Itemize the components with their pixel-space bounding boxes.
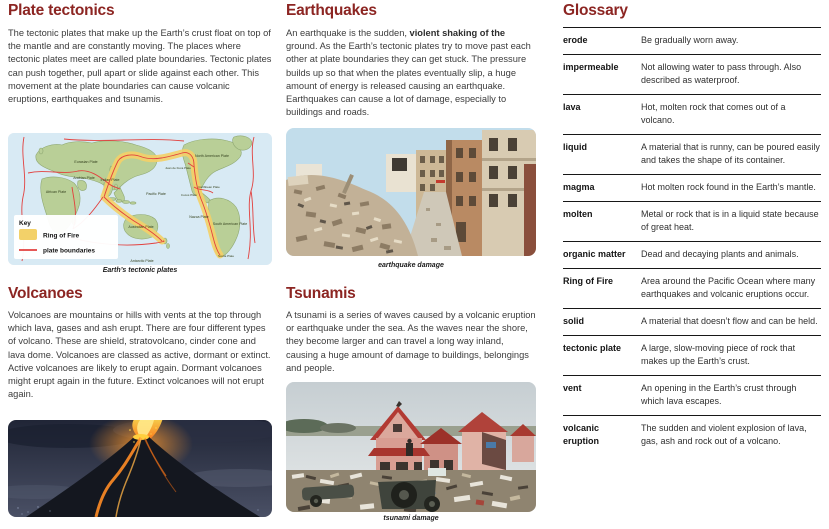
earthquakes-body-bold: violent shaking of the xyxy=(409,28,506,38)
glossary-definition: Not allowing water to pass through. Also described as waterproof. xyxy=(641,62,802,85)
glossary-heading: Glossary xyxy=(563,2,628,19)
glossary-definition: A large, slow-moving piece of rock that makes up the Earth’s crust. xyxy=(641,343,796,366)
map-label: Pacific Plate xyxy=(146,192,166,196)
tsunamis-heading: Tsunamis xyxy=(286,285,356,302)
glossary-term: organic matter xyxy=(563,249,626,259)
map-label: Antarctic Plate xyxy=(130,259,154,263)
map-key-ring-label: Ring of Fire xyxy=(43,232,80,240)
glossary-term: erode xyxy=(563,35,588,45)
map-label: Nazca Plate xyxy=(189,215,209,219)
glossary-row-liquid xyxy=(563,134,821,174)
glossary-row-impermeable xyxy=(563,54,821,94)
glossary-row-volcanic-eruption xyxy=(563,415,821,455)
glossary-row-tectonic-plate xyxy=(563,335,821,375)
glossary-row-molten xyxy=(563,201,821,241)
glossary-row-erode xyxy=(563,27,821,54)
map-label: Australian Plate xyxy=(128,225,154,229)
glossary-row-organic-matter xyxy=(563,241,821,268)
glossary-term: magma xyxy=(563,182,595,192)
earthquake-caption: earthquake damage xyxy=(378,262,444,269)
map-label: Caribbean Plate xyxy=(198,185,220,189)
map-caption: Earth’s tectonic plates xyxy=(102,267,178,274)
glossary-table xyxy=(563,27,821,455)
glossary-term: Ring of Fire xyxy=(563,276,613,286)
map-key-boundaries-label: plate boundaries xyxy=(43,247,96,255)
volcano-eruption-graphic xyxy=(8,420,272,517)
glossary-definition: The sudden and violent explosion of lava, gas, ash and rock out of a volcano. xyxy=(641,423,807,446)
glossary-definition: Dead and decaying plants and animals. xyxy=(641,249,799,259)
map-label: Cocos Plate xyxy=(180,193,198,197)
map-label: Indian Plate xyxy=(100,178,120,182)
earthquakes-body-start: An earthquake is the sudden, xyxy=(286,28,410,38)
glossary-definition: A material that doesn’t flow and can be held. xyxy=(641,316,818,326)
map-label: African Plate xyxy=(45,190,67,194)
world-map-graphic xyxy=(8,133,272,265)
earthquake-damage-graphic xyxy=(286,128,536,256)
glossary-definition: Hot molten rock found in the Earth’s mantle. xyxy=(641,182,816,192)
glossary-definition: Area around the Pacific Ocean where many earthquakes and volcanic eruptions occur. xyxy=(641,276,816,299)
glossary-definition: Be gradually worn away. xyxy=(641,35,739,45)
volcanoes-heading: Volcanoes xyxy=(8,285,83,302)
glossary-term: tectonic plate xyxy=(563,343,622,353)
map-key-title: Key xyxy=(19,220,31,227)
map-label: Scotia Plate xyxy=(217,254,235,258)
glossary-term: vent xyxy=(563,383,582,393)
map-label: South American Plate xyxy=(212,222,248,226)
plate-tectonics-body: The tectonic plates that make up the Earth’s crust float on top of the mantle and are constantly moving. The places where tectonic plates meet are called plate boundaries. Tectonic plates can push together, pull apart or slide against each other. This movement at the plate boundaries can cause volcanic eruptions, earthquakes and tsunamis. xyxy=(8,28,272,105)
earthquakes-body-end: ground. As the Earth’s tectonic plates try to move past each other at plate boundaries they can get stuck. The pressure builds up so that when the plates eventually slip, a huge amount of energy is released causing an earthquake. Earthquakes can cause a lot of damage, especially to buildings and roads. xyxy=(286,41,531,118)
glossary-row-solid xyxy=(563,308,821,335)
glossary-definition: A material that is runny, can be poured easily and takes the shape of its container. xyxy=(641,142,820,165)
glossary-term: volcanic eruption xyxy=(563,423,600,446)
glossary-term: lava xyxy=(563,102,581,112)
glossary-row-vent xyxy=(563,375,821,415)
earthquakes-heading: Earthquakes xyxy=(286,2,377,19)
glossary-definition: An opening in the Earth’s crust through which lava escapes. xyxy=(641,383,797,406)
volcanoes-body: Volcanoes are mountains or hills with vents at the top through which lava, gases and ash erupt. There are four different types of volcano. These are shield, stratovolcano, cinder cone and lava dome. Volcanoes are classed as active, dormant or extinct. Active volcanoes are likely to erupt again. Dormant volcanoes might erupt again in the future. Extinct volcanoes will not erupt again. xyxy=(8,310,271,400)
glossary-definition: Metal or rock that is in a liquid state because of great heat. xyxy=(641,209,819,232)
tectonic-plates-map xyxy=(8,133,272,265)
glossary-term: impermeable xyxy=(563,62,619,72)
earthquakes-body xyxy=(286,27,536,119)
glossary-term: solid xyxy=(563,316,585,326)
ring-of-fire-swatch xyxy=(19,229,37,240)
tsunami-photo xyxy=(286,382,536,512)
tsunamis-body: A tsunami is a series of waves caused by a volcanic eruption or earthquake under the sea. As the waves near the shore, they become larger and can travel a long way inland, causing a huge amount of damage to buildings, belongings and people. xyxy=(286,310,536,373)
map-label: Arabian Plate xyxy=(73,176,95,180)
glossary-term: molten xyxy=(563,209,593,219)
map-label: Juan de Fuca Plate xyxy=(165,166,191,170)
glossary-row-magma xyxy=(563,174,821,201)
map-label: North American Plate xyxy=(195,154,229,158)
volcano-photo xyxy=(8,420,272,517)
map-label: Eurasian Plate xyxy=(74,160,98,164)
map-key xyxy=(14,215,118,259)
glossary-row-ring-of-fire xyxy=(563,268,821,308)
glossary-term: liquid xyxy=(563,142,587,152)
tsunami-caption: tsunami damage xyxy=(383,515,439,522)
plate-tectonics-heading: Plate tectonics xyxy=(8,2,115,19)
tsunami-damage-graphic xyxy=(286,382,536,512)
earthquake-photo xyxy=(286,128,536,256)
glossary-row-lava xyxy=(563,94,821,134)
glossary-definition: Hot, molten rock that comes out of a volcano. xyxy=(641,102,786,125)
